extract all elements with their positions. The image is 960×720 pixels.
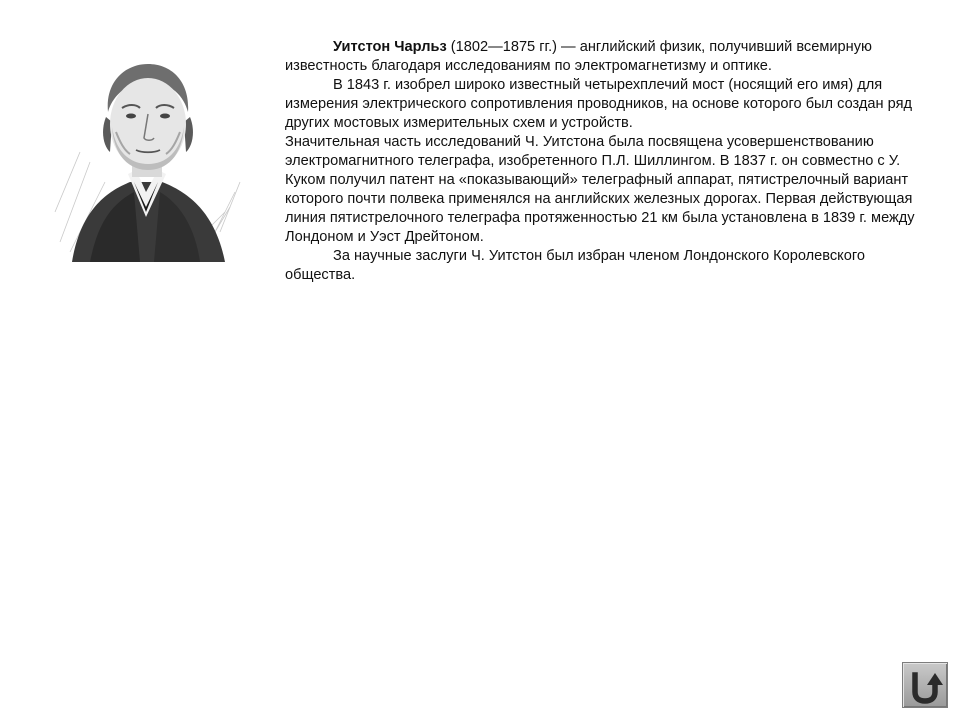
return-arrow-icon bbox=[903, 663, 947, 707]
person-name: Уитстон Чарльз bbox=[333, 39, 447, 55]
portrait-image bbox=[50, 42, 242, 262]
intro-paragraph bbox=[285, 38, 920, 76]
society-paragraph: За научные заслуги Ч. Уитстон был избран членом Лондонского Королевского общества. bbox=[285, 248, 865, 283]
telegraph-paragraph: Значительная часть исследований Ч. Уитстона была посвящена усовершенствованию электромагнитного телеграфа, изобретенного П.Л. Шиллингом. В 1837 г. он совместно с У. Куком получил патент на «показывающий» телеграфный аппарат, пятистрелочный вариант которого почти полвека применялся на английских железных дорогах. Первая действующая линия пятистрелочного телеграфа протяженностью 21 км была установлена в 1839 г. между Лондоном и Уэст Дрейтоном. bbox=[285, 134, 915, 245]
return-button[interactable] bbox=[902, 662, 948, 708]
portrait-drawing bbox=[50, 42, 242, 262]
intro-text: (1802—1875 гг.) — английский физик, получивший всемирную известность благодаря исследованиям по электромагнетизму и оптике. bbox=[285, 39, 872, 74]
biography-text bbox=[285, 38, 920, 285]
bridge-paragraph: В 1843 г. изобрел широко известный четырехплечий мост (носящий его имя) для измерения электрического сопротивления проводников, на основе которого был создан ряд других мостовых измерительных схем и устройств. bbox=[285, 77, 913, 131]
